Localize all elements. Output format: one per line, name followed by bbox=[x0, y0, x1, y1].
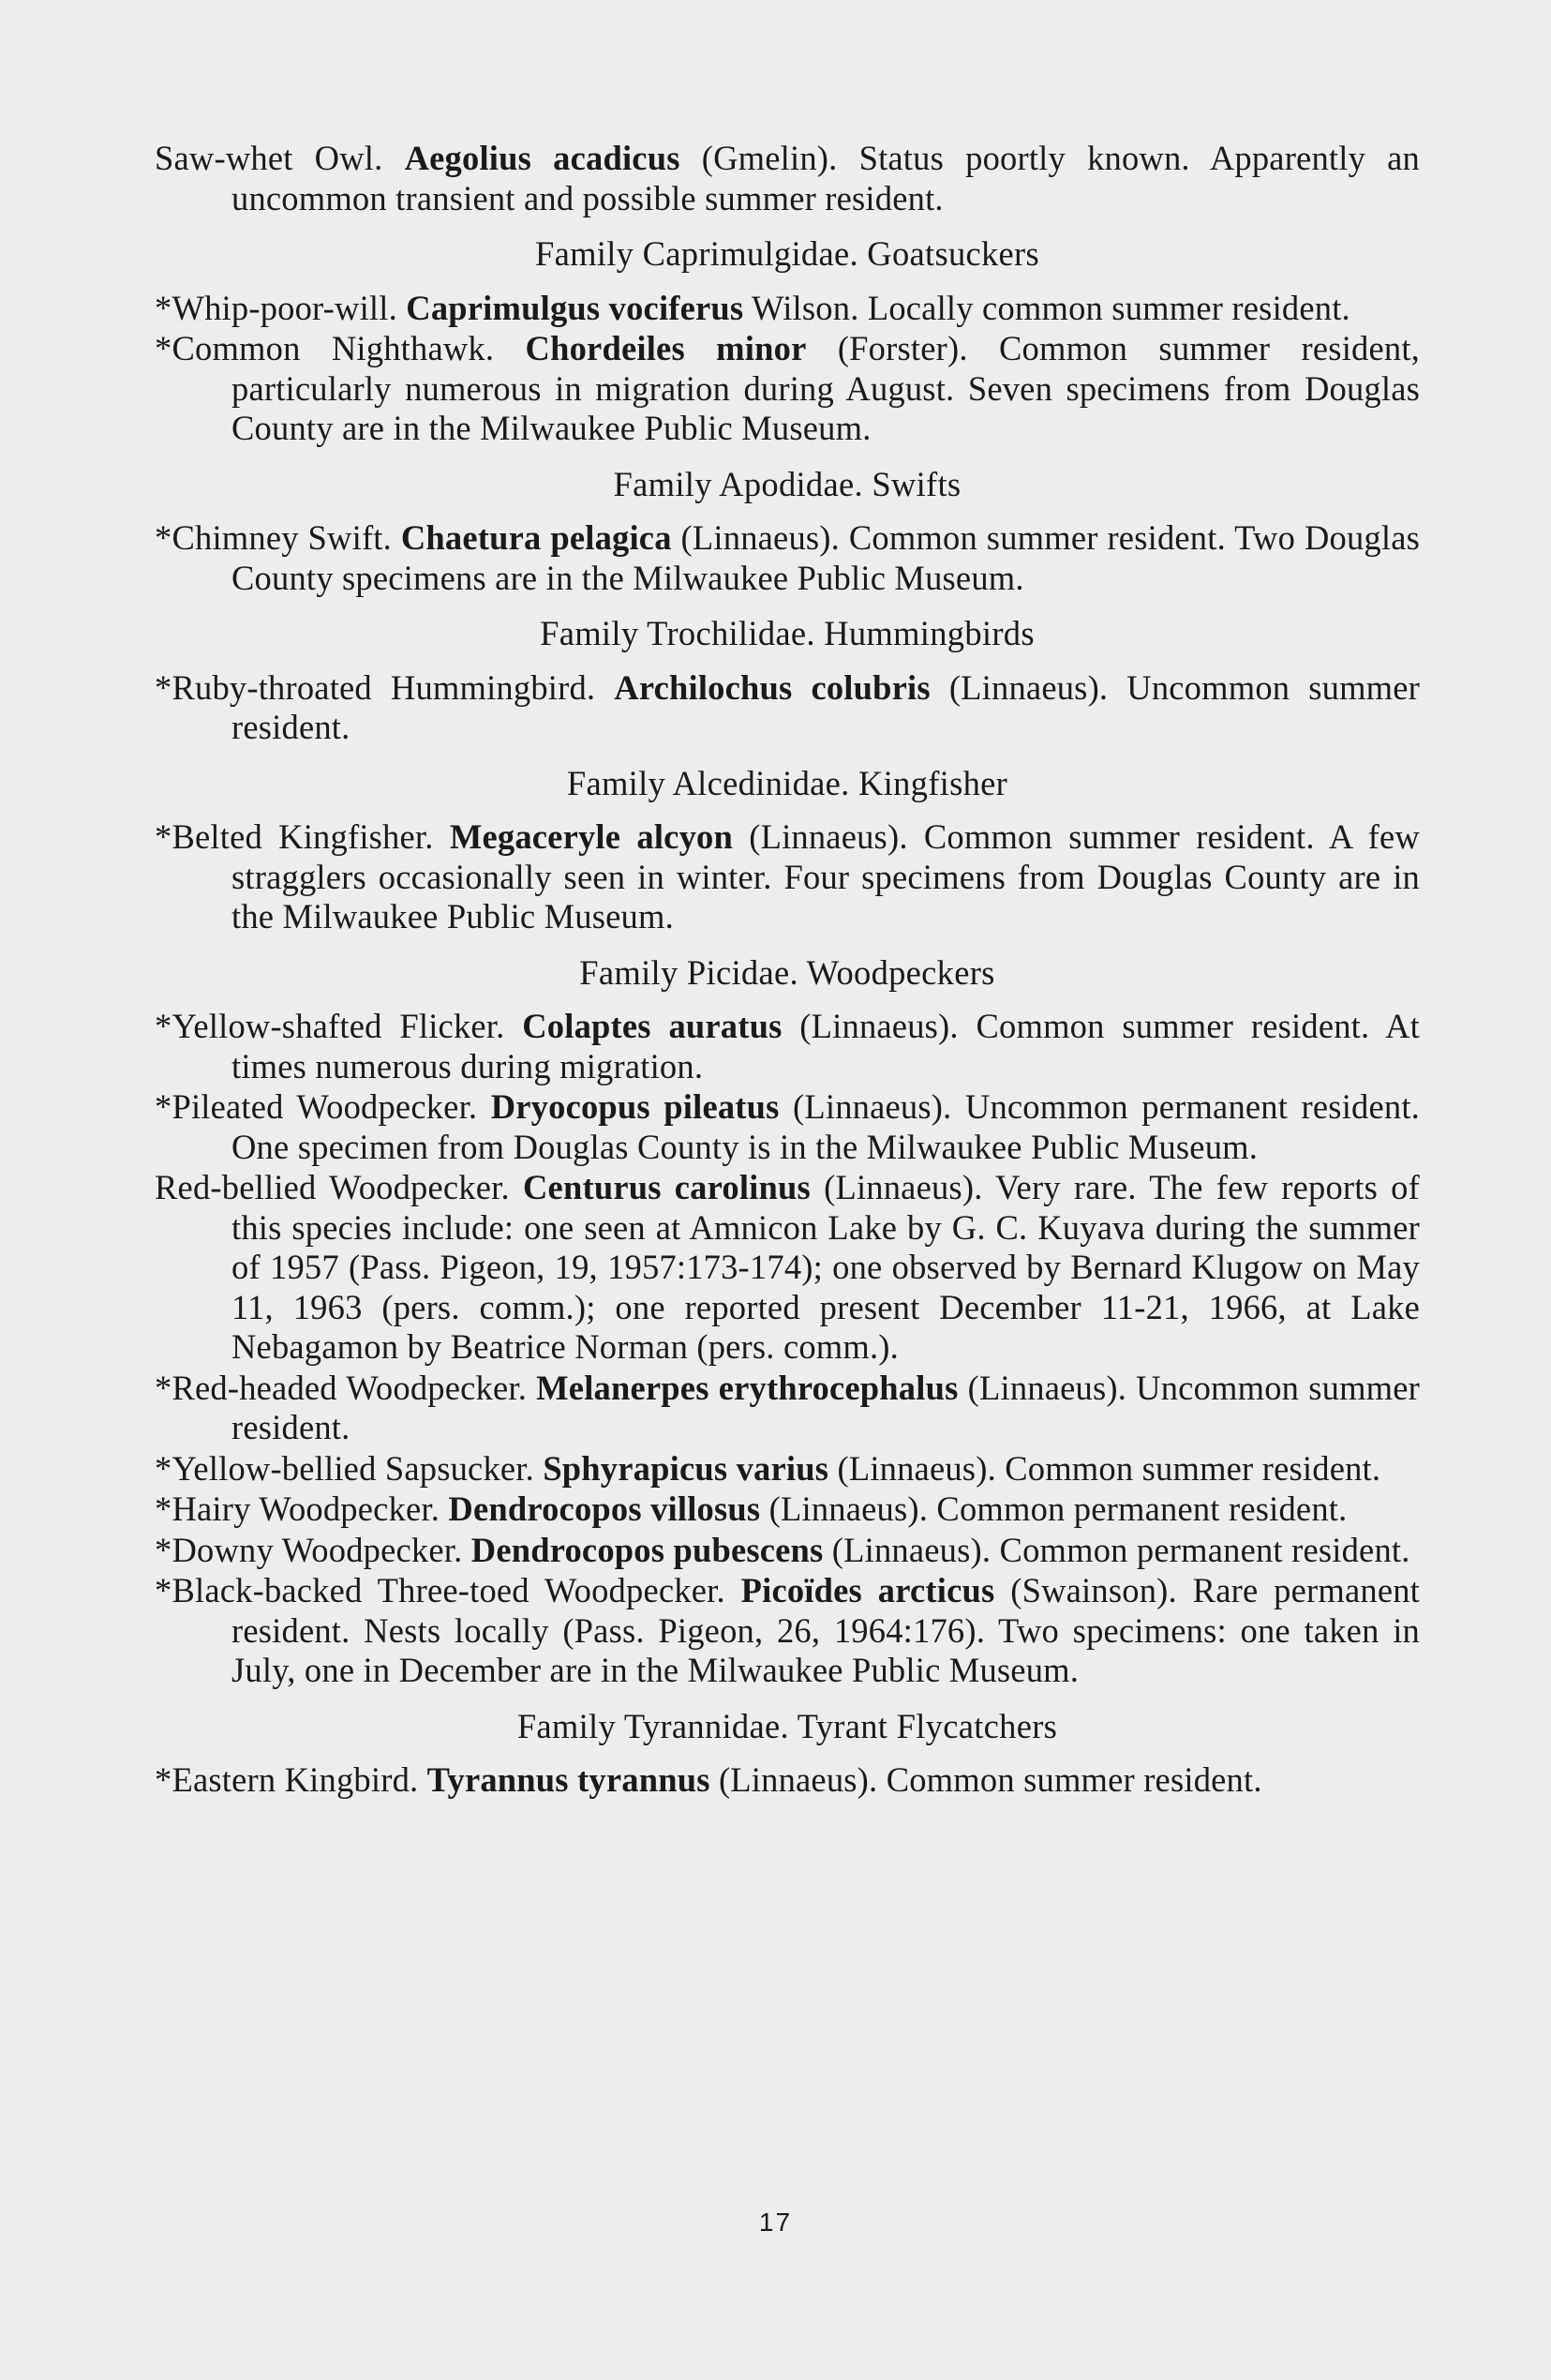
common-name: *Eastern Kingbird. bbox=[155, 1760, 419, 1799]
species-entry bbox=[155, 1007, 1420, 1086]
species-entry bbox=[155, 1571, 1420, 1691]
scientific-name: Chordeiles minor bbox=[525, 329, 807, 367]
common-name: *Chimney Swift. bbox=[155, 518, 392, 557]
common-name: *Pileated Woodpecker. bbox=[155, 1087, 478, 1126]
common-name: *Yellow-bellied Sapsucker. bbox=[155, 1448, 534, 1488]
scientific-name: Sphyrapicus varius bbox=[543, 1448, 829, 1488]
species-description: (Linnaeus). Uncommon permanent resident. One specimen from Douglas County is in the Milwaukee Public Museum. bbox=[231, 1087, 1421, 1166]
species-entry bbox=[155, 329, 1420, 449]
scientific-name: Megaceryle alcyon bbox=[449, 817, 733, 856]
scientific-name: Caprimulgus vociferus bbox=[406, 288, 744, 327]
species-entry bbox=[155, 1087, 1420, 1167]
species-description: (Linnaeus). Common summer resident. bbox=[837, 1448, 1381, 1488]
species-description: (Linnaeus). Common summer resident. A few stragglers occasionally seen in winter. Four specimens from Douglas County are in the Milwaukee Public Museum. bbox=[231, 817, 1420, 936]
species-description: Wilson. Locally common summer resident. bbox=[752, 288, 1350, 327]
species-description: (Forster). Common summer resident, particularly numerous in migration during August. Seven specimens from Douglas County are in the Milwaukee Public Museum. bbox=[231, 329, 1421, 447]
species-entry bbox=[155, 139, 1420, 218]
common-name: *Yellow-shafted Flicker. bbox=[155, 1007, 505, 1045]
family-heading: Family Alcedinidae. Kingfisher bbox=[566, 763, 1008, 802]
common-name: *Belted Kingfisher. bbox=[155, 817, 434, 856]
species-description: (Linnaeus). Uncommon summer resident. bbox=[231, 667, 1421, 746]
page-number: 17 bbox=[758, 2208, 793, 2237]
species-description: (Linnaeus). Common summer resident. bbox=[718, 1760, 1262, 1799]
scientific-name: Dryocopus pileatus bbox=[490, 1087, 780, 1126]
scientific-name: Dendrocopos villosus bbox=[448, 1489, 761, 1528]
species-description: (Linnaeus). Uncommon summer resident. bbox=[231, 1368, 1421, 1446]
common-name: Red-bellied Woodpecker. bbox=[155, 1168, 510, 1206]
species-entry bbox=[155, 1369, 1420, 1448]
common-name: *Downy Woodpecker. bbox=[155, 1530, 463, 1569]
species-description: (Linnaeus). Common permanent resident. bbox=[831, 1530, 1410, 1569]
scientific-name: Aegolius acadicus bbox=[404, 139, 680, 177]
family-heading: Family Picidae. Woodpeckers bbox=[579, 952, 995, 992]
species-list bbox=[155, 139, 1420, 1802]
family-heading: Family Apodidae. Swifts bbox=[613, 464, 962, 503]
species-entry bbox=[155, 289, 1420, 329]
scientific-name: Dendrocopos pubescens bbox=[470, 1530, 824, 1569]
common-name: *Common Nighthawk. bbox=[155, 329, 495, 367]
species-entry bbox=[155, 668, 1420, 748]
species-entry bbox=[155, 1760, 1420, 1801]
common-name: Saw-whet Owl. bbox=[155, 139, 383, 177]
common-name: *Whip-poor-will. bbox=[155, 288, 397, 327]
common-name: *Red-headed Woodpecker. bbox=[155, 1368, 528, 1407]
species-entry bbox=[155, 1168, 1420, 1368]
species-entry bbox=[155, 1489, 1420, 1530]
scientific-name: Melanerpes erythrocephalus bbox=[536, 1368, 959, 1407]
common-name: *Hairy Woodpecker. bbox=[155, 1489, 440, 1528]
species-description: (Linnaeus). Common summer resident. Two Douglas County specimens are in the Milwaukee Public Museum. bbox=[231, 518, 1420, 597]
scientific-name: Picoïdes arcticus bbox=[740, 1571, 995, 1609]
scientific-name: Colaptes auratus bbox=[522, 1007, 783, 1045]
species-entry bbox=[155, 518, 1420, 598]
scientific-name: Centurus carolinus bbox=[523, 1168, 811, 1206]
common-name: *Black-backed Three-toed Woodpecker. bbox=[155, 1571, 725, 1609]
common-name: *Ruby-throated Hummingbird. bbox=[155, 667, 596, 707]
family-heading: Family Tyrannidae. Tyrant Flycatchers bbox=[516, 1706, 1058, 1745]
species-description: (Linnaeus). Very rare. The few reports of this species include: one seen at Amnicon Lake by G. C. Kuyava during the summer of 1957 (Pass. Pigeon, 19, 1957:173-174); one observed by Bernard Klugow on May 11, 1963 (pers. comm.); one reported present December 11-21, 1966, at Lake Nebagamon by Beatrice Norman (pers. comm.). bbox=[231, 1168, 1420, 1366]
species-entry bbox=[155, 817, 1420, 937]
scientific-name: Tyrannus tyrannus bbox=[426, 1760, 710, 1799]
scientific-name: Chaetura pelagica bbox=[400, 518, 672, 557]
species-entry bbox=[155, 1449, 1420, 1489]
species-description: (Linnaeus). Common summer resident. At times numerous during migration. bbox=[231, 1007, 1421, 1085]
scientific-name: Archilochus colubris bbox=[614, 667, 931, 707]
species-description: (Linnaeus). Common permanent resident. bbox=[768, 1489, 1348, 1528]
species-description: (Swainson). Rare permanent resident. Nests locally (Pass. Pigeon, 26, 1964:176). Two specimens: one taken in July, one in December are in the Milwaukee Public Museum. bbox=[231, 1571, 1421, 1689]
family-heading: Family Trochilidae. Hummingbirds bbox=[540, 614, 1035, 652]
family-heading: Family Caprimulgidae. Goatsuckers bbox=[534, 234, 1040, 273]
species-entry bbox=[155, 1531, 1420, 1571]
species-description: (Gmelin). Status poortly known. Apparently an uncommon transient and possible summer resident. bbox=[231, 139, 1421, 217]
